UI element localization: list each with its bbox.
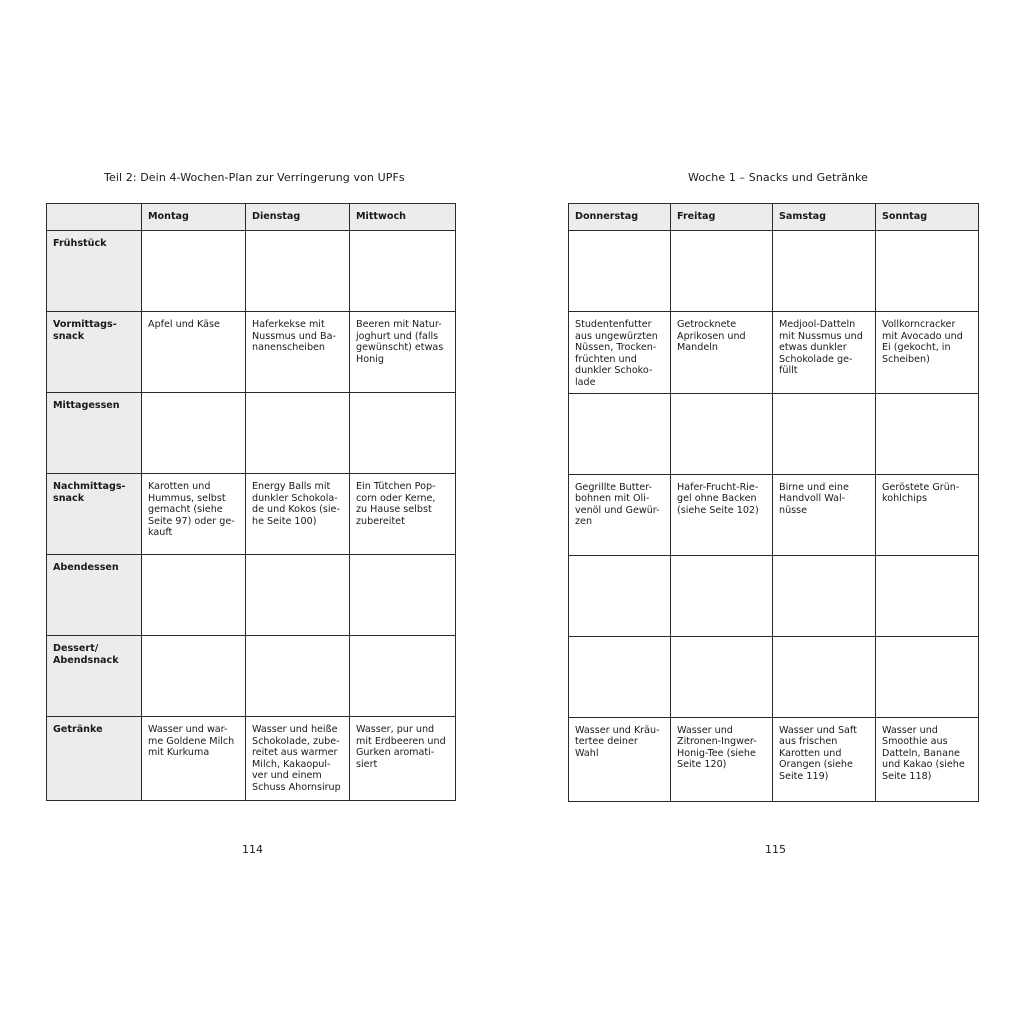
row-header-label: Dessert/ Abendsnack [53, 643, 119, 666]
table-cell [876, 474, 979, 555]
cell-text: Energy Balls mit dunkler Schokola- de und Kokos (sie- he Seite 100) [252, 481, 340, 527]
table-cell [142, 555, 246, 636]
column-header-sonntag: Sonntag [876, 204, 979, 231]
table-header-row [569, 204, 979, 231]
table-cell [350, 231, 456, 312]
table-row [47, 474, 456, 555]
table-cell [350, 393, 456, 474]
table-cell [569, 393, 671, 474]
table-cell [569, 312, 671, 394]
row-header-getränke [47, 717, 142, 801]
cell-text: Wasser, pur und mit Erdbeeren und Gurken aromati- siert [356, 724, 446, 770]
table-row [569, 231, 979, 312]
table-cell [876, 555, 979, 636]
page-number-right: 115 [765, 843, 786, 856]
column-header-dienstag: Dienstag [246, 204, 350, 231]
table-row [569, 555, 979, 636]
table-row [47, 393, 456, 474]
cell-text: Wasser und war- me Goldene Milch mit Kurkuma [148, 724, 235, 759]
table-cell [671, 393, 773, 474]
table-cell [569, 717, 671, 801]
table-cell [773, 393, 876, 474]
cell-text: Wasser und Zitronen-Ingwer- Honig-Tee (siehe Seite 120) [677, 724, 757, 771]
table-cell [246, 231, 350, 312]
table-cell [773, 312, 876, 394]
table-cell [142, 231, 246, 312]
row-header-dessert-abendsnack [47, 636, 142, 717]
table-cell [671, 636, 773, 717]
column-header-montag: Montag [142, 204, 246, 231]
table-row [569, 636, 979, 717]
row-header-nachmittags-snack [47, 474, 142, 555]
table-cell [246, 393, 350, 474]
table-cell [773, 231, 876, 312]
cell-text: Ein Tütchen Pop- corn oder Kerne, zu Hause selbst zubereitet [356, 481, 436, 527]
table-cell [671, 312, 773, 394]
table-cell [350, 636, 456, 717]
column-header-empty [47, 204, 142, 231]
table-cell [876, 231, 979, 312]
table-cell [350, 555, 456, 636]
row-header-label: Vormittags- snack [53, 319, 117, 342]
meal-plan-table-right [568, 203, 979, 802]
table-row [569, 312, 979, 394]
table-cell [569, 555, 671, 636]
cell-text: Wasser und Saft aus frischen Karotten und Orangen (siehe Seite 119) [779, 724, 857, 782]
table-cell [246, 636, 350, 717]
row-header-label: Mittagessen [53, 400, 120, 411]
row-header-abendessen [47, 555, 142, 636]
table-row [569, 717, 979, 801]
table-cell [773, 717, 876, 801]
table-header-row [47, 204, 456, 231]
table-cell [671, 474, 773, 555]
table-cell [671, 231, 773, 312]
cell-text: Apfel und Käse [148, 319, 220, 330]
table-cell [142, 717, 246, 801]
table-cell [142, 312, 246, 393]
table-row [47, 312, 456, 393]
table-row [47, 636, 456, 717]
page-header-right: Woche 1 – Snacks und Getränke [688, 171, 868, 184]
table-cell [671, 555, 773, 636]
cell-text: Karotten und Hummus, selbst gemacht (siehe Seite 97) oder ge- kauft [148, 481, 235, 539]
table-cell [350, 717, 456, 801]
table-cell [142, 474, 246, 555]
row-header-label: Getränke [53, 724, 103, 735]
row-header-label: Nachmittags- snack [53, 481, 126, 504]
cell-text: Wasser und Smoothie aus Datteln, Banane und Kakao (siehe Seite 118) [882, 724, 965, 782]
table-cell [773, 636, 876, 717]
table-cell [773, 474, 876, 555]
cell-text: Vollkorncracker mit Avocado und Ei (gekocht, in Scheiben) [882, 319, 963, 365]
table-row [47, 717, 456, 801]
table-cell [246, 555, 350, 636]
table-cell [246, 717, 350, 801]
cell-text: Haferkekse mit Nussmus und Ba- nanenscheiben [252, 319, 336, 354]
table-cell [569, 231, 671, 312]
table-cell [876, 717, 979, 801]
table-cell [246, 474, 350, 555]
row-header-label: Abendessen [53, 562, 119, 573]
column-header-mittwoch: Mittwoch [350, 204, 456, 231]
cell-text: Geröstete Grün- kohlchips [882, 481, 960, 505]
table-row [47, 555, 456, 636]
page-header-left: Teil 2: Dein 4-Wochen-Plan zur Verringerung von UPFs [104, 171, 405, 184]
row-header-frühstück [47, 231, 142, 312]
column-header-samstag: Samstag [773, 204, 876, 231]
cell-text: Wasser und heiße Schokolade, zube- reitet aus warmer Milch, Kakaopul- ver und einem Schuss Ahornsirup [252, 724, 341, 793]
table-cell [569, 636, 671, 717]
table-cell [350, 474, 456, 555]
table-cell [773, 555, 876, 636]
table-cell [142, 393, 246, 474]
table-cell [569, 474, 671, 555]
column-header-freitag: Freitag [671, 204, 773, 231]
table-cell [876, 312, 979, 394]
cell-text: Wasser und Kräu- tertee deiner Wahl [575, 724, 660, 759]
meal-plan-table-left [46, 203, 456, 801]
cell-text: Beeren mit Natur- joghurt und (falls gewünscht) etwas Honig [356, 319, 444, 365]
table-cell [876, 636, 979, 717]
table-row [569, 474, 979, 555]
table-row [47, 231, 456, 312]
cell-text: Medjool-Datteln mit Nussmus und etwas dunkler Schokolade ge- füllt [779, 319, 863, 377]
row-header-mittagessen [47, 393, 142, 474]
row-header-label: Frühstück [53, 238, 107, 249]
cell-text: Gegrillte Butter- bohnen mit Oli- venöl und Gewür- zen [575, 481, 660, 528]
table-cell [671, 717, 773, 801]
cell-text: Birne und eine Handvoll Wal- nüsse [779, 481, 849, 516]
column-header-donnerstag: Donnerstag [569, 204, 671, 231]
table-cell [246, 312, 350, 393]
cell-text: Getrocknete Aprikosen und Mandeln [677, 319, 746, 354]
table-cell [142, 636, 246, 717]
cell-text: Studentenfutter aus ungewürzten Nüssen, Trocken- früchten und dunkler Schoko- lade [575, 319, 658, 388]
table-cell [876, 393, 979, 474]
cell-text: Hafer-Frucht-Rie- gel ohne Backen (siehe Seite 102) [677, 481, 759, 516]
row-header-vormittags-snack [47, 312, 142, 393]
table-row [569, 393, 979, 474]
page-number-left: 114 [242, 843, 263, 856]
table-cell [350, 312, 456, 393]
